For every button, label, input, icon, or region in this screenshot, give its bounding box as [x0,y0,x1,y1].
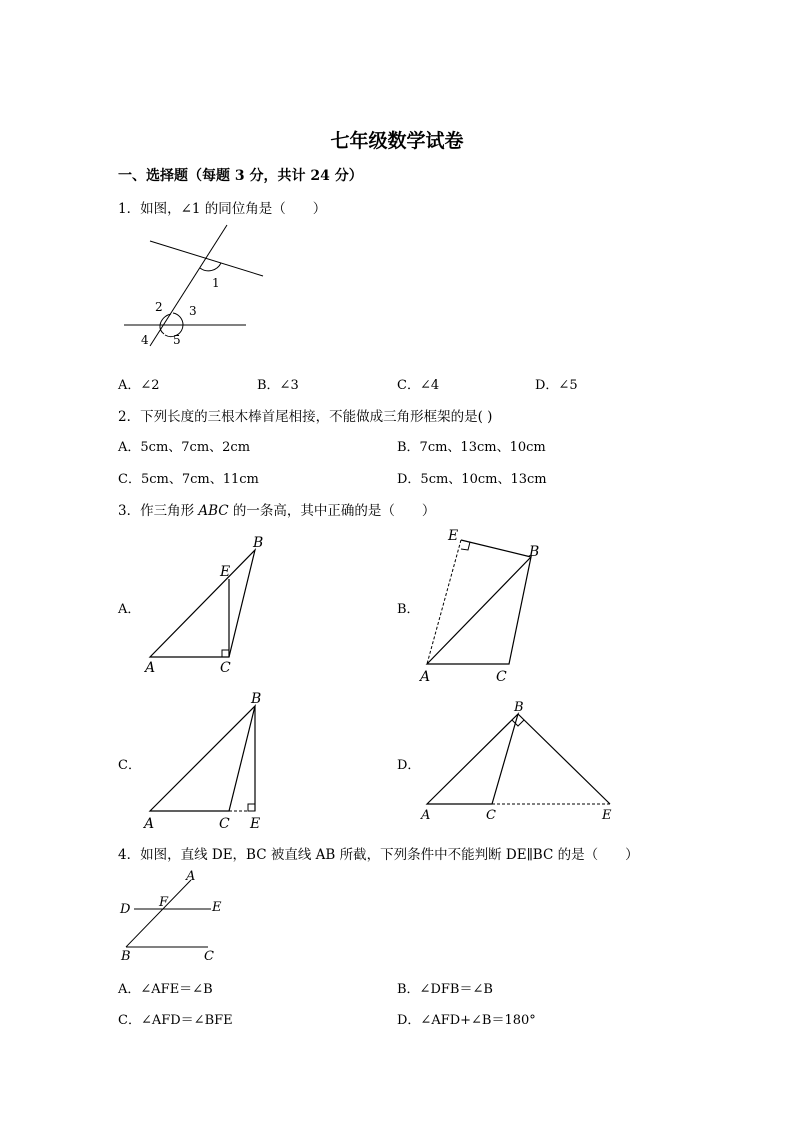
fig-a-label-e: E [220,564,231,580]
q3-figure-a [140,532,270,677]
fig-a-label-b: B [253,535,264,551]
fig-b-label-c: C [496,669,507,685]
fig-c-label-e: E [250,816,261,832]
question-1-stem: 1．如图，∠1 的同位角是（ ） [118,201,327,217]
fig-c-label-b: B [251,691,262,707]
q1-option-d[interactable]: D．∠5 [535,378,578,393]
label-4: 4 [141,333,149,347]
line-ab [126,880,191,947]
q4-label-a: A [186,869,196,884]
fig-b-label-a: A [420,669,431,685]
fig-d-label-a: A [421,808,431,823]
q4-option-c[interactable]: C．∠AFD＝∠BFE [118,1013,233,1028]
question-2-stem: 2．下列长度的三根木棒首尾相接，不能做成三角形框架的是( ) [118,409,493,425]
fig-d-label-b: B [514,700,524,715]
q3-figure-d [415,697,615,825]
fig-a-label-a: A [145,660,156,676]
fig-a-label-c: C [220,660,231,676]
q1-option-c[interactable]: C．∠4 [397,378,440,393]
question-4-figure [115,865,235,967]
fig-c-label-c: C [219,816,230,832]
q1-option-a[interactable]: A．∠2 [118,378,160,393]
angle-1-arc [200,263,221,271]
angle-3-arc [173,313,183,325]
q4-label-d: D [120,902,131,917]
q2-option-c[interactable]: C．5cm、7cm、11cm [118,472,259,487]
q4-label-c: C [204,949,214,964]
q4-option-d[interactable]: D．∠AFD+∠B＝180° [397,1013,536,1028]
q3-option-d[interactable]: D． [397,758,421,773]
section-heading: 一、选择题（每题 3 分，共计 24 分） [118,168,363,184]
q4-label-b: B [121,949,131,964]
fig-d-label-c: C [486,808,496,823]
q3-option-c[interactable]: C． [118,758,141,773]
q3-figure-c [140,688,270,833]
question-4-stem: 4．如图，直线 DE，BC 被直线 AB 所截，下列条件中不能判断 DE∥BC 的是（ ） [118,847,639,863]
page-title: 七年级数学试卷 [330,130,464,152]
fig-b-label-e: E [448,528,459,544]
q3-option-b[interactable]: B． [397,602,420,617]
label-5: 5 [173,333,181,347]
q2-option-d[interactable]: D．5cm、10cm、13cm [397,472,547,487]
q2-option-a[interactable]: A．5cm、7cm、2cm [118,440,251,455]
q4-label-e: E [212,900,222,915]
question-3-stem: 3．作三角形 ABC 的一条高，其中正确的是（ ） [118,503,436,519]
fig-b-label-b: B [529,544,540,560]
fig-c-label-a: A [144,816,155,832]
q3-option-a[interactable]: A． [118,602,141,617]
q4-label-f: F [159,895,169,910]
question-1-figure [118,222,278,352]
q3-figure-b [415,522,545,684]
label-2: 2 [155,300,163,314]
fig-d-label-e: E [602,808,612,823]
q1-option-b[interactable]: B．∠3 [257,378,299,393]
label-3: 3 [189,304,197,318]
q4-option-b[interactable]: B．∠DFB＝∠B [397,982,493,997]
q2-option-b[interactable]: B．7cm、13cm、10cm [397,440,546,455]
label-1: 1 [212,276,220,290]
q4-option-a[interactable]: A．∠AFE＝∠B [118,982,213,997]
